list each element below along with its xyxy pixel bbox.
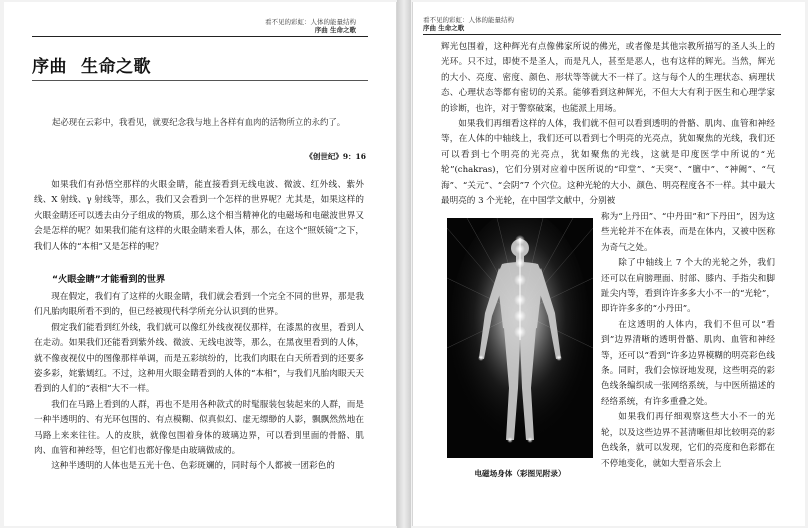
body-paragraph: 假定我们能看到红外线，我们就可以像红外线夜视仪那样，在漆黑的夜里，看到人在走动。如果我们还能看到紫外线、微波、无线电波等，那么，在黑夜里看到的人体，就不像夜视仪中的图像那样单调，而是五彩缤纷的，比我们肉眼在白天所看到的还要多姿多彩，姹紫嫣红。不过，这种用火眼金睛看到的人体的“本相”，与我们凡胎肉眼天天看到的人们的“表相”大不一样。 [34, 322, 364, 395]
chapter-title-subtitle: 生命之歌 [81, 57, 151, 77]
running-head-book-title: 看不见的彩虹：人体的能量结构 [423, 16, 514, 24]
running-head-chapter: 序曲 生命之歌 [423, 24, 465, 32]
running-head-book-title: 看不见的彩虹：人体的能量结构 [265, 18, 356, 26]
body-paragraph: 如果我们再细看这样的人体，我们就不但可以看到透明的骨骼、肌肉、血管和神经等，在人体的中轴线上，我们还可以看到七个明亮的光亮点，犹如聚焦的光线，我们还可以看到七个明亮的光亮点，犹如聚焦的光线，这就是印度医学中所说的“光轮”(chakras)，它们分别对应着中医所说的“印堂”、“天突”、“膻中”、“神阙”、“气海”、“关元”、“会阴”7 个穴位。这种光轮的大小、颜色、明亮程度各不一样。其中最大最明亮的 3 个光轮，在中国学文献中，分别被 [441, 119, 775, 207]
section-body [34, 290, 364, 475]
top-paragraphs [441, 40, 775, 209]
body-paragraph: 我们在马路上看到的人群，再也不是用各种款式的时髦服装包装起来的人群，而是一种半透明的、有光环包围的、有点模糊、似真似幻、虚无缥缈的人影，飘飘然然地在马路上来来往往。人的皮肤，就像包围着身体的玻璃边界，可以看到里面的骨骼、肌肉、血管和神经等，但它们也都好像是由玻璃做成的。 [34, 399, 364, 457]
body-paragraph: 在这透明的人体内，我们不但可以“看到”边界清晰的透明骨骼、肌肉、血管和神经等，还可以“看到”许多边界模糊的明亮彩色线条。同时，我们会惊讶地发现，这些明亮的彩色线条编织成一张网络系统，与中医所描述的经络系统，有许多重叠之处。 [601, 319, 775, 407]
epigraph: 起必现在云彩中，我看见，就要纪念我与地上各样有血肉的活物所立的永约了。 [52, 117, 346, 127]
body-paragraph: 如果我们再仔细观察这些大小不一的光轮，以及这些边界不甚清晰但却比较明亮的彩色线条，就可以发现，它们的亮度和色彩都在不停地变化，就如大型音乐会上 [601, 412, 775, 469]
header-rule [32, 36, 368, 37]
glowing-human-figure-icon [447, 218, 593, 458]
running-head [423, 16, 563, 32]
left-page [4, 2, 397, 526]
title-rule [32, 80, 368, 81]
electromagnetic-body-figure [447, 218, 593, 458]
side-column [601, 210, 775, 472]
chapter-title-prelude: 序曲 [32, 57, 67, 77]
chapter-title [32, 52, 151, 77]
body-paragraph: 现在假定，我们有了这样的火眼金睛，我们就会看到一个完全不同的世界，那是我们凡胎肉眼所看不到的，但已经被现代科学所充分认识到的世界。 [34, 292, 364, 318]
right-page [412, 2, 805, 526]
body-paragraph: 除了中轴线上 7 个大的光轮之外，我们还可以在肩膀理面、肘部、膝内、手指尖和脚趾尖内等，看到许许多多大小不一的“光轮”，即许许多多的“小丹田”。 [601, 258, 775, 315]
body-paragraph: 辉光包围着，这种辉光有点像佛家所说的佛光，或者像是其他宗教所描写的圣人头上的光环。只不过，即使不是圣人，而是凡人，甚至是恶人，也有这样的辉光。当然，辉光的大小、亮度、密度、颜色、形状等等就大不一样了。这与每个人的生理状态、病理状态、心理状态等都有密切的关系。能够看到这种辉光，不但大大有利于医生和心理学家的诊断，也许，对于警察破案，也能派上用场。 [441, 42, 775, 114]
running-head [204, 18, 356, 34]
intro-paragraph [34, 178, 364, 255]
intro-paragraph-text: 如果我们有孙悟空那样的火眼金睛，能直接看到无线电波、微波、红外线、紫外线、X 射线、γ 射线等，那么，我们又会看到一个怎样的世界呢？尤其是，如果这样的火眼金睛还可以透去由分子组成的物质，那么这个相当精神化的电磁场和电磁波世界又会是怎样的呢？如果我们能有这样的火眼金睛来看人体，那么，在这个“照妖镜”之下，我们人体的“本相”又是怎样的呢？ [34, 180, 364, 252]
section-heading: “火眼金睛”才能看到的世界 [52, 274, 166, 285]
body-paragraph: 这种半透明的人体也是五光十色、色彩斑斓的，同时每个人都被一团彩色的 [51, 461, 335, 472]
body-paragraph: 称为“上丹田”、“中丹田”和“下丹田”，因为这些光轮并不在体表，而是在体内，又被中医称为奇气之处。 [601, 212, 775, 253]
header-rule [423, 34, 781, 35]
book-gutter [397, 0, 411, 528]
running-head-chapter: 序曲 生命之歌 [314, 26, 356, 34]
figure-caption: 电磁场身体（彩图见附录） [474, 469, 566, 478]
epigraph-source: 《创世纪》9：16 [305, 152, 366, 161]
